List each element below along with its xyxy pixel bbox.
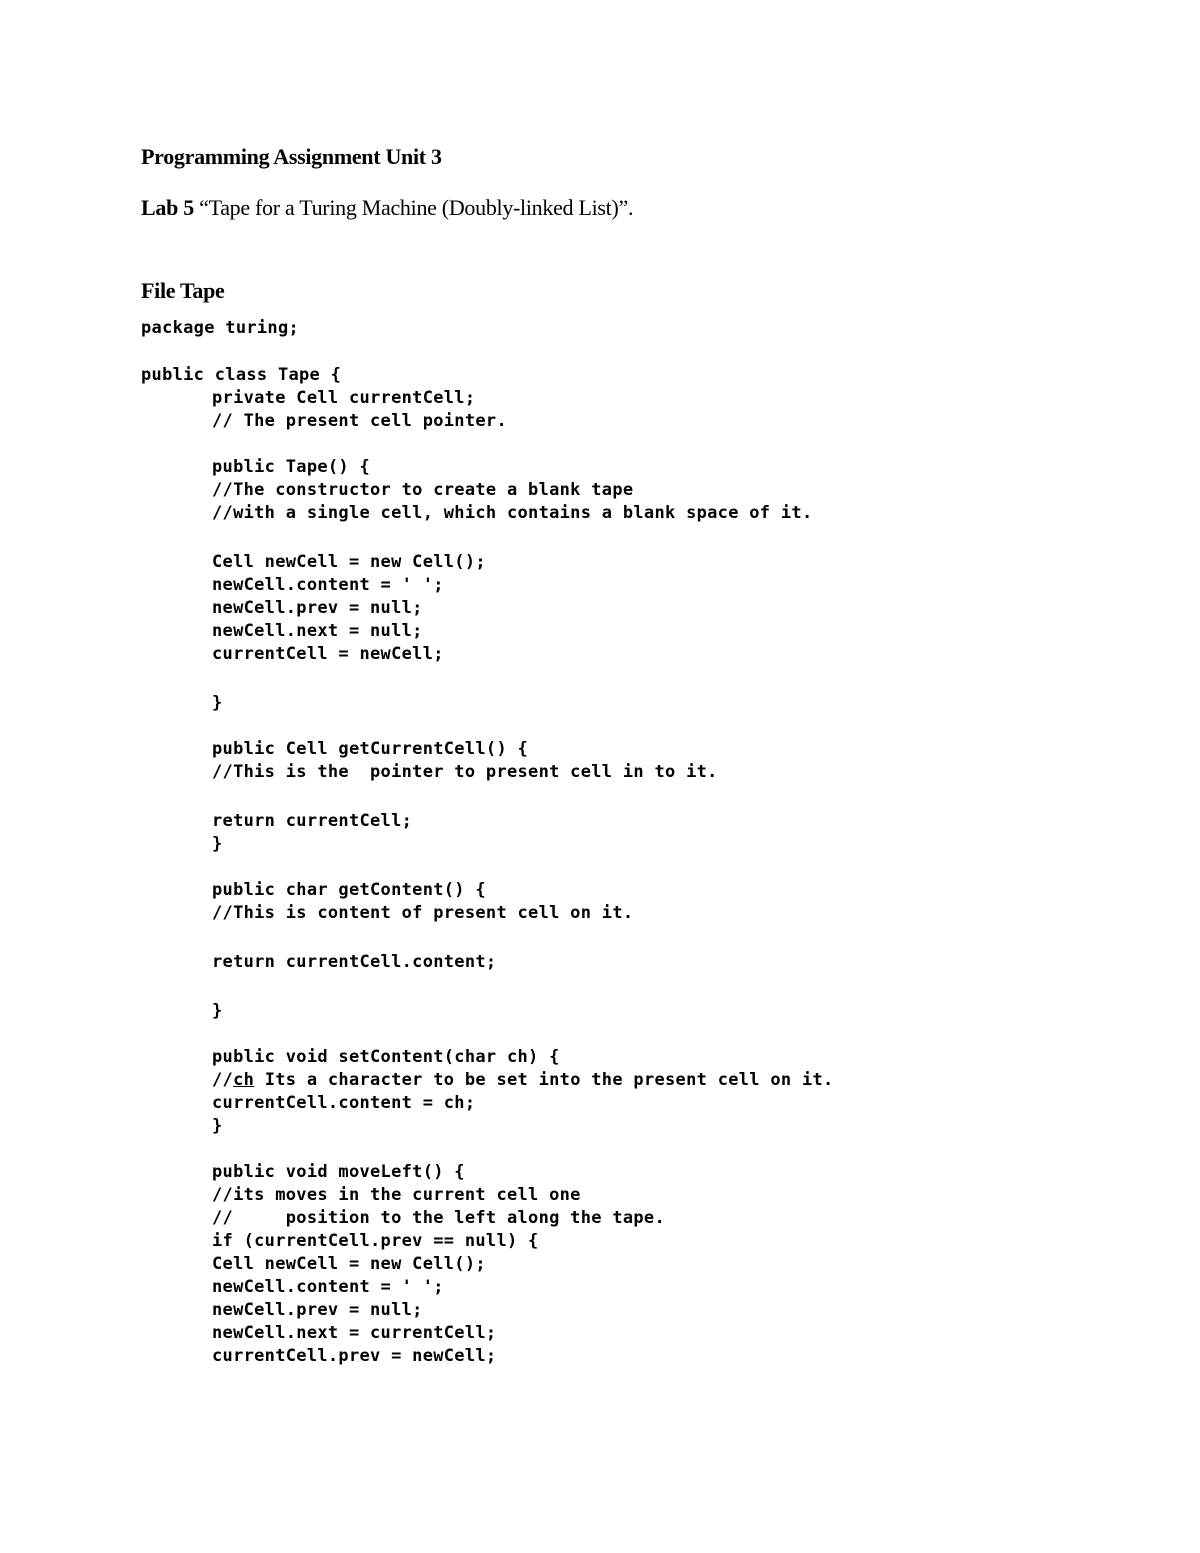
code-line: } bbox=[212, 1116, 223, 1136]
code-line: Cell newCell = new Cell(); bbox=[212, 552, 486, 572]
code-line: //This is content of present cell on it. bbox=[212, 903, 634, 923]
code-line: newCell.prev = null; bbox=[212, 1300, 423, 1320]
code-line: newCell.next = null; bbox=[212, 621, 423, 641]
code-line: //with a single cell, which contains a blank space of it. bbox=[212, 503, 813, 523]
code-line: newCell.prev = null; bbox=[212, 598, 423, 618]
lab-label: Lab 5 bbox=[141, 195, 194, 220]
code-line: public void moveLeft() { bbox=[212, 1162, 465, 1182]
code-line: currentCell.prev = newCell; bbox=[212, 1346, 497, 1366]
code-line: currentCell = newCell; bbox=[212, 644, 444, 664]
file-heading: File Tape bbox=[141, 278, 225, 303]
code-line: newCell.content = ' '; bbox=[212, 1277, 444, 1297]
code-line: public class Tape { bbox=[141, 365, 342, 385]
lab-title: “Tape for a Turing Machine (Doubly-linked List)”. bbox=[193, 195, 634, 220]
code-line: // The present cell pointer. bbox=[212, 411, 507, 431]
code-line: //its moves in the current cell one bbox=[212, 1185, 581, 1205]
underlined-word: ch bbox=[233, 1070, 255, 1090]
code-line: public Cell getCurrentCell() { bbox=[212, 739, 529, 759]
code-line: newCell.content = ' '; bbox=[212, 575, 444, 595]
lab-heading bbox=[141, 194, 633, 222]
code-line: } bbox=[212, 693, 223, 713]
comment-text: Its a character to be set into the present cell on it. bbox=[254, 1070, 834, 1090]
comment-prefix: // bbox=[212, 1070, 234, 1090]
code-line: currentCell.content = ch; bbox=[212, 1093, 476, 1113]
code-line: //This is the pointer to present cell in to it. bbox=[212, 762, 718, 782]
code-line: Cell newCell = new Cell(); bbox=[212, 1254, 486, 1274]
code-line: public void setContent(char ch) { bbox=[212, 1047, 560, 1067]
code-line: //The constructor to create a blank tape bbox=[212, 480, 634, 500]
code-line-comment bbox=[212, 1069, 834, 1091]
code-line: return currentCell.content; bbox=[212, 952, 497, 972]
code-line: if (currentCell.prev == null) { bbox=[212, 1231, 539, 1251]
code-line: newCell.next = currentCell; bbox=[212, 1323, 497, 1343]
code-line: // position to the left along the tape. bbox=[212, 1208, 665, 1228]
code-line: } bbox=[212, 1001, 223, 1021]
page-title: Programming Assignment Unit 3 bbox=[141, 144, 442, 169]
code-line: private Cell currentCell; bbox=[212, 388, 476, 408]
code-line: return currentCell; bbox=[212, 811, 413, 831]
code-line: package turing; bbox=[141, 318, 300, 338]
code-line: } bbox=[212, 834, 223, 854]
code-line: public Tape() { bbox=[212, 457, 371, 477]
code-line: public char getContent() { bbox=[212, 880, 486, 900]
